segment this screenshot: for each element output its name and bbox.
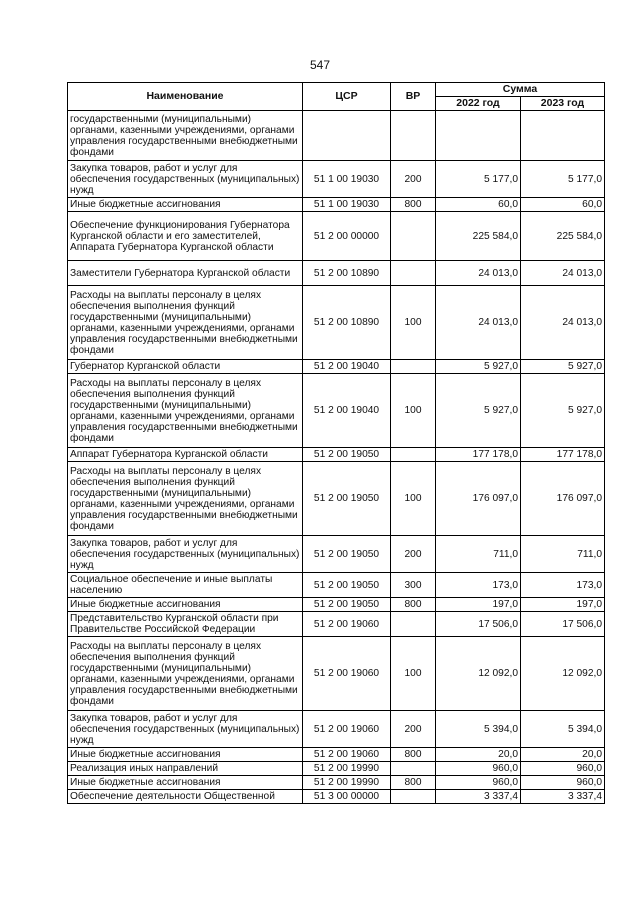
table-row	[68, 762, 605, 776]
row-csr: 51 2 00 19050	[303, 598, 391, 612]
row-name: Закупка товаров, работ и услуг для обеспечения государственных (муниципальных) нужд	[68, 536, 303, 573]
page-number: 547	[309, 58, 331, 72]
table-row	[68, 462, 605, 536]
table-row	[68, 536, 605, 573]
header-year-2023: 2023 год	[521, 97, 605, 111]
row-sum-2022: 5 927,0	[436, 360, 521, 374]
row-sum-2022: 960,0	[436, 776, 521, 790]
row-vr: 200	[391, 161, 436, 198]
row-name: Расходы на выплаты персоналу в целях обеспечения выполнения функций государственными (муниципальными) органами, казенными учреждениями, органами управления государственными внебюджетными фондами	[68, 374, 303, 448]
row-sum-2023: 197,0	[521, 598, 605, 612]
row-name: Расходы на выплаты персоналу в целях обеспечения выполнения функций государственными (муниципальными) органами, казенными учреждениями, органами управления государственными внебюджетными фондами	[68, 462, 303, 536]
row-sum-2022: 17 506,0	[436, 612, 521, 637]
row-sum-2022: 960,0	[436, 762, 521, 776]
row-name: Обеспечение деятельности Общественной	[68, 790, 303, 804]
row-name: Заместители Губернатора Курганской области	[68, 261, 303, 286]
table-row	[68, 612, 605, 637]
row-name: Губернатор Курганской области	[68, 360, 303, 374]
header-name: Наименование	[68, 83, 303, 111]
table-body	[68, 111, 605, 804]
row-sum-2022: 60,0	[436, 198, 521, 212]
row-sum-2023: 5 927,0	[521, 360, 605, 374]
row-vr: 800	[391, 198, 436, 212]
row-vr	[391, 360, 436, 374]
row-csr	[303, 111, 391, 161]
row-name: Иные бюджетные ассигнования	[68, 598, 303, 612]
row-sum-2023: 177 178,0	[521, 448, 605, 462]
row-vr	[391, 612, 436, 637]
row-sum-2022: 20,0	[436, 748, 521, 762]
row-csr: 51 2 00 19050	[303, 448, 391, 462]
header-vr: ВР	[391, 83, 436, 111]
row-vr: 100	[391, 637, 436, 711]
table-row	[68, 111, 605, 161]
table-row	[68, 776, 605, 790]
row-sum-2023: 3 337,4	[521, 790, 605, 804]
row-csr: 51 2 00 00000	[303, 212, 391, 261]
table-row	[68, 448, 605, 462]
row-vr	[391, 762, 436, 776]
row-name: Аппарат Губернатора Курганской области	[68, 448, 303, 462]
row-csr: 51 2 00 19060	[303, 711, 391, 748]
row-sum-2023: 24 013,0	[521, 261, 605, 286]
row-name: Иные бюджетные ассигнования	[68, 776, 303, 790]
table-row	[68, 161, 605, 198]
row-sum-2023: 711,0	[521, 536, 605, 573]
row-sum-2022: 197,0	[436, 598, 521, 612]
table-row	[68, 198, 605, 212]
row-sum-2022: 711,0	[436, 536, 521, 573]
row-csr: 51 2 00 19060	[303, 637, 391, 711]
row-vr: 800	[391, 776, 436, 790]
row-sum-2022: 5 177,0	[436, 161, 521, 198]
row-csr: 51 2 00 19040	[303, 360, 391, 374]
row-name: Представительство Курганской области при Правительстве Российской Федерации	[68, 612, 303, 637]
row-sum-2023: 225 584,0	[521, 212, 605, 261]
row-name: Расходы на выплаты персоналу в целях обеспечения выполнения функций государственными (муниципальными) органами, казенными учреждениями, органами управления государственными внебюджетными фондами	[68, 637, 303, 711]
row-csr: 51 2 00 19050	[303, 462, 391, 536]
row-sum-2022: 225 584,0	[436, 212, 521, 261]
row-sum-2023: 960,0	[521, 776, 605, 790]
table-row	[68, 374, 605, 448]
row-csr: 51 2 00 19050	[303, 573, 391, 598]
row-vr	[391, 448, 436, 462]
table-row	[68, 360, 605, 374]
table-row	[68, 286, 605, 360]
row-name: Реализация иных направлений	[68, 762, 303, 776]
row-csr: 51 2 00 19990	[303, 776, 391, 790]
row-sum-2023: 5 177,0	[521, 161, 605, 198]
row-vr: 100	[391, 374, 436, 448]
row-csr: 51 2 00 19040	[303, 374, 391, 448]
row-name: государственными (муниципальными) органами, казенными учреждениями, органами управления государственными внебюджетными фондами	[68, 111, 303, 161]
row-csr: 51 1 00 19030	[303, 198, 391, 212]
row-sum-2023: 5 394,0	[521, 711, 605, 748]
table-row	[68, 748, 605, 762]
row-name: Закупка товаров, работ и услуг для обеспечения государственных (муниципальных) нужд	[68, 161, 303, 198]
table-row	[68, 212, 605, 261]
row-sum-2022: 3 337,4	[436, 790, 521, 804]
row-sum-2023: 60,0	[521, 198, 605, 212]
row-vr: 300	[391, 573, 436, 598]
row-name: Обеспечение функционирования Губернатора Курганской области и его заместителей, Аппарата Губернатора Курганской области	[68, 212, 303, 261]
budget-table	[67, 82, 605, 804]
row-vr	[391, 790, 436, 804]
header-csr: ЦСР	[303, 83, 391, 111]
row-sum-2023	[521, 111, 605, 161]
row-name: Расходы на выплаты персоналу в целях обеспечения выполнения функций государственными (муниципальными) органами, казенными учреждениями, органами управления государственными внебюджетными фондами	[68, 286, 303, 360]
row-csr: 51 2 00 19060	[303, 612, 391, 637]
row-csr: 51 2 00 19060	[303, 748, 391, 762]
row-vr: 100	[391, 286, 436, 360]
row-sum-2022: 176 097,0	[436, 462, 521, 536]
row-sum-2022: 5 394,0	[436, 711, 521, 748]
row-sum-2022: 173,0	[436, 573, 521, 598]
row-name: Иные бюджетные ассигнования	[68, 198, 303, 212]
row-csr: 51 2 00 10890	[303, 261, 391, 286]
header-year-2022: 2022 год	[436, 97, 521, 111]
row-name: Закупка товаров, работ и услуг для обеспечения государственных (муниципальных) нужд	[68, 711, 303, 748]
row-sum-2023: 5 927,0	[521, 374, 605, 448]
row-name: Социальное обеспечение и иные выплаты населению	[68, 573, 303, 598]
row-sum-2022: 12 092,0	[436, 637, 521, 711]
row-sum-2023: 960,0	[521, 762, 605, 776]
row-vr	[391, 111, 436, 161]
table-header	[68, 83, 605, 111]
table-row	[68, 711, 605, 748]
row-vr: 800	[391, 598, 436, 612]
row-csr: 51 1 00 19030	[303, 161, 391, 198]
row-sum-2023: 12 092,0	[521, 637, 605, 711]
row-vr	[391, 261, 436, 286]
table-row	[68, 573, 605, 598]
row-csr: 51 3 00 00000	[303, 790, 391, 804]
header-sum: Сумма	[436, 83, 605, 97]
row-csr: 51 2 00 19050	[303, 536, 391, 573]
row-sum-2022: 24 013,0	[436, 286, 521, 360]
row-vr: 800	[391, 748, 436, 762]
row-csr: 51 2 00 19990	[303, 762, 391, 776]
table-row	[68, 261, 605, 286]
row-sum-2022: 177 178,0	[436, 448, 521, 462]
row-sum-2022	[436, 111, 521, 161]
row-sum-2023: 176 097,0	[521, 462, 605, 536]
row-vr: 200	[391, 711, 436, 748]
row-sum-2023: 24 013,0	[521, 286, 605, 360]
row-name: Иные бюджетные ассигнования	[68, 748, 303, 762]
row-sum-2023: 173,0	[521, 573, 605, 598]
table-row	[68, 790, 605, 804]
row-vr	[391, 212, 436, 261]
row-sum-2022: 5 927,0	[436, 374, 521, 448]
table-row	[68, 637, 605, 711]
row-csr: 51 2 00 10890	[303, 286, 391, 360]
row-vr: 200	[391, 536, 436, 573]
table-row	[68, 598, 605, 612]
row-sum-2022: 24 013,0	[436, 261, 521, 286]
row-sum-2023: 20,0	[521, 748, 605, 762]
row-vr: 100	[391, 462, 436, 536]
row-sum-2023: 17 506,0	[521, 612, 605, 637]
